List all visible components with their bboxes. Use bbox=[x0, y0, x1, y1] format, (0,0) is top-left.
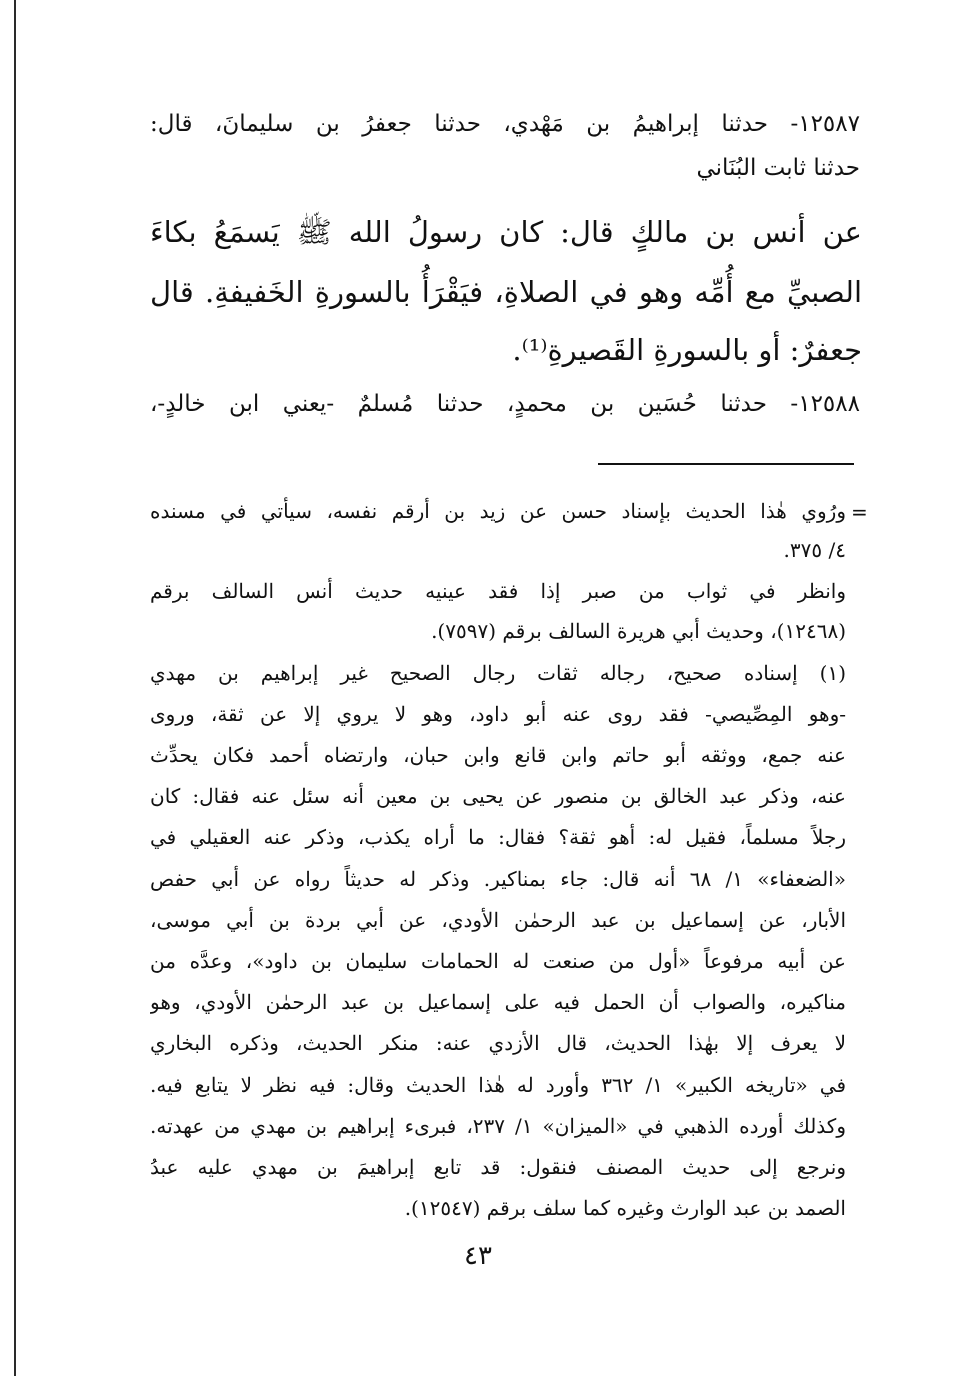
footnote-continuation-mark: = bbox=[851, 500, 868, 524]
footnote-line: -وهو المِصِّيصي- فقد روى عنه أبو داود، وهو لا يروي إلا عن ثقة، وروى bbox=[150, 702, 846, 726]
footnote-line: وانظر في ثواب من صبر إذا فقد عينيه حديث أنس السالف برقم bbox=[150, 579, 846, 603]
footnote-line: الأبار، عن إسماعيل بن عبد الرحمٰن الأودي، عن أبي بردة بن أبي موسى، bbox=[150, 908, 846, 932]
footnote-line: رجلاً مسلماً، فقيل له: أهو ثقة؟ فقال: ما أراه يكذب، وذكر عنه العقيلي في bbox=[150, 825, 846, 849]
footnote-line: لا يعرف إلا بهٰذا الحديث، قال الأزدي عنه: منكر الحديث، وذكره البخاري bbox=[150, 1031, 846, 1055]
footnote-line: مناكيره، والصواب أن الحمل فيه على إسماعيل بن عبد الرحمٰن الأودي، وهو bbox=[150, 990, 846, 1014]
footnote-line: في «تاريخه الكبير» ١/ ٣٦٢ وأورد له هٰذا الحديث وقال: فيه نظر لا يتابع فيه. bbox=[150, 1073, 846, 1097]
page-edge-shadow bbox=[14, 0, 16, 1376]
footnote-line: (١٢٤٦٨)، وحديث أبي هريرة السالف برقم (٧٥٩٧). bbox=[431, 619, 846, 643]
footnote-line: ٤/ ٣٧٥. bbox=[783, 538, 846, 562]
hadith-1588-line: ١٢٥٨٨- حدثنا حُسَين بن محمدٍ، حدثنا مُسلمٌ -يعني ابن خالدٍ-، bbox=[150, 391, 860, 417]
hadith-1587-line: حدثنا ثابت البُنَاني bbox=[696, 155, 860, 181]
footnote-line: عن أبيه مرفوعاً «أول من صنعت له الحمامات سليمان بن داود»، وعدَّه من bbox=[150, 949, 846, 973]
footnote-line: «الضعفاء» ١/ ٦٨ أنه قال: جاء بمناكير. وذكر له حديثاً رواه عن أبي حفص bbox=[150, 867, 846, 891]
matn-line: عن أنس بن مالكٍ قال: كان رسولُ الله ﷺ يَسمَعُ بكاءَ bbox=[150, 215, 862, 249]
footnote-line: (١) إسناده صحيح، رجاله ثقات رجال الصحيح غير إبراهيم بن مهدي bbox=[150, 661, 846, 685]
footnote-line: الصمد بن عبد الوارث وغيره كما سلف برقم (١٢٥٤٧). bbox=[404, 1196, 846, 1220]
matn-line: الصبيِّ مع أُمِّه وهو في الصلاةِ، فيَقْرَأُ بالسورةِ الخَفيفةِ. قال bbox=[150, 275, 862, 309]
footnote-line: ونرجع إلى حديث المصنف فنقول: قد تابع إبراهيمَ بن مهدي عليه عبدُ bbox=[150, 1155, 846, 1179]
footnote-line: ورُوي هٰذا الحديث بإسناد حسن عن زيد بن أرقم نفسه، سيأتي في مسنده bbox=[150, 499, 846, 523]
matn-line: جعفرٌ: أو بالسورةِ القَصيرةِ⁽¹⁾. bbox=[512, 333, 862, 367]
footnote-line: عنه جمع، ووثقه أبو حاتم وابن قانع وابن حبان، وارتضاه أحمد فكان يحدِّث bbox=[150, 743, 846, 767]
footnote-line: وكذلك أورده الذهبي في «الميزان» ١/ ٢٣٧، فبرىء إبراهيم بن مهدي من عهدته. bbox=[150, 1114, 846, 1138]
footnote-line: عنه، وذكر عبد الخالق بن منصور عن يحيى بن معين أنه سئل عنه فقال: كان bbox=[150, 784, 846, 808]
hadith-1587-line: ١٢٥٨٧- حدثنا إبراهيمُ بن مَهْدي، حدثنا جعفرُ بن سليمانَ، قال: bbox=[150, 111, 860, 137]
footnote-separator bbox=[598, 463, 854, 465]
page-number: ٤٣ bbox=[464, 1241, 492, 1271]
